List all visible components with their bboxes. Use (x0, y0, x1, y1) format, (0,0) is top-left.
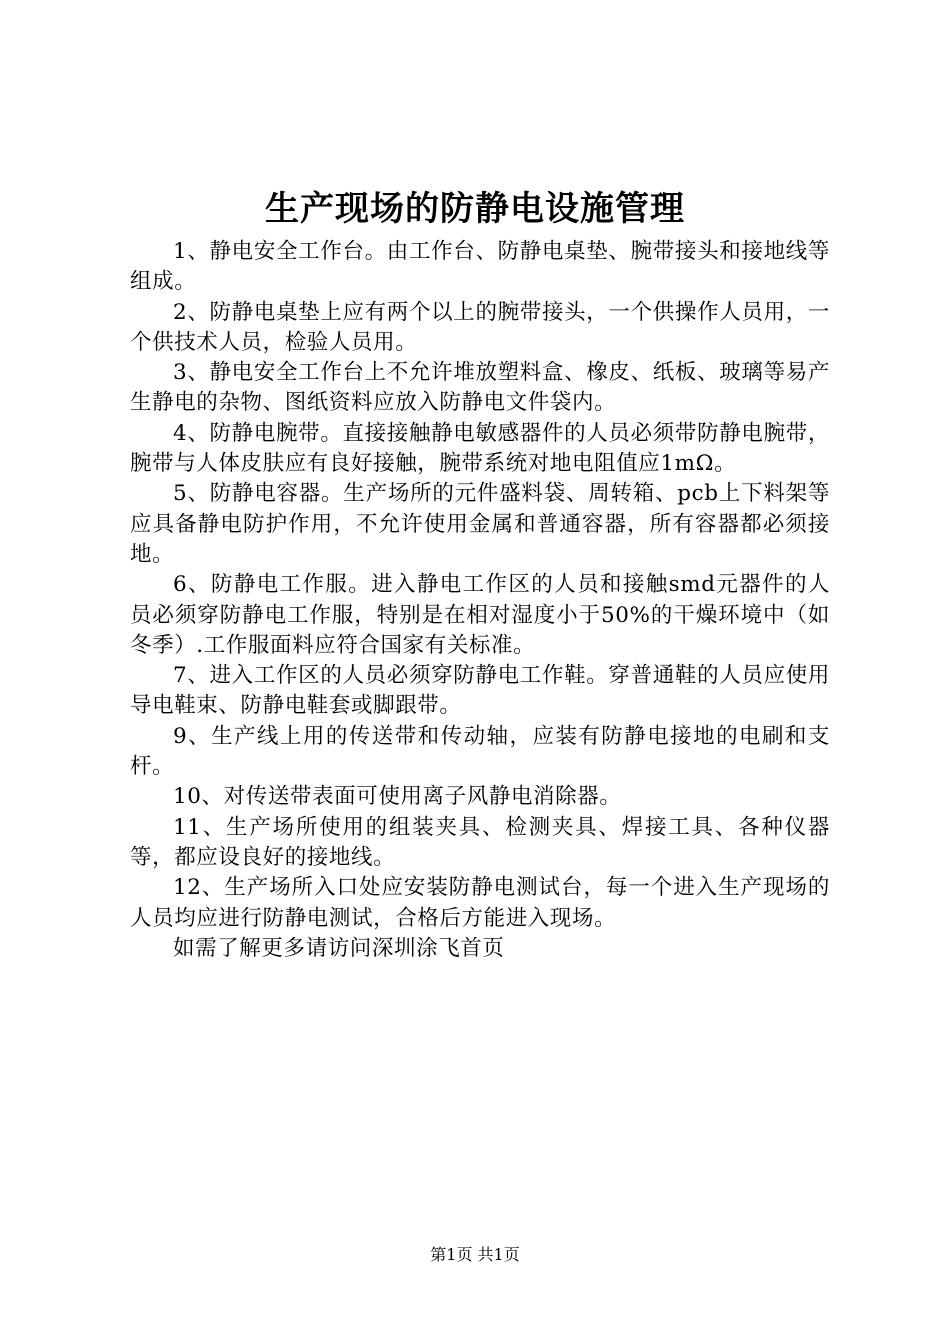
paragraph-5: 5、防静电容器。生产场所的元件盛料袋、周转箱、pcb上下料架等应具备静电防护作用，不允许使用金属和普通容器，所有容器都必须接地。 (130, 481, 830, 567)
paragraph-11: 11、生产场所使用的组装夹具、检测夹具、焊接工具、各种仪器等，都应设良好的接地线。 (130, 814, 830, 870)
paragraph-7: 7、进入工作区的人员必须穿防静电工作鞋。穿普通鞋的人员应使用导电鞋束、防静电鞋套或脚跟带。 (130, 663, 830, 719)
document-body (130, 237, 830, 964)
paragraph-6: 6、防静电工作服。进入静电工作区的人员和接触smd元器件的人员必须穿防静电工作服，特别是在相对湿度小于50%的干燥环境中（如冬季）.工作服面料应符合国家有关标准。 (130, 572, 830, 658)
closing-note: 如需了解更多请访问深圳涂飞首页 (173, 935, 505, 961)
paragraph-1: 1、静电安全工作台。由工作台、防静电桌垫、腕带接头和接地线等组成。 (130, 239, 830, 295)
paragraph-4: 4、防静电腕带。直接接触静电敏感器件的人员必须带防静电腕带，腕带与人体皮肤应有良好接触，腕带系统对地电阻值应1mΩ。 (130, 420, 830, 477)
paragraph-2: 2、防静电桌垫上应有两个以上的腕带接头，一个供操作人员用，一个供技术人员，检验人员用。 (130, 299, 830, 355)
paragraph-10: 10、对传送带表面可使用离子风静电消除器。 (173, 784, 622, 810)
document-title: 生产现场的防静电设施管理 (265, 189, 685, 229)
paragraph-9: 9、生产线上用的传送带和传动轴，应装有防静电接地的电刷和支杆。 (130, 723, 830, 780)
paragraph-12: 12、生产场所入口处应安装防静电测试台，每一个进入生产现场的人员均应进行防静电测试，合格后方能进入现场。 (130, 875, 830, 931)
page-footer: 第1页 共1页 (430, 1245, 520, 1264)
paragraph-3: 3、静电安全工作台上不允许堆放塑料盒、橡皮、纸板、玻璃等易产生静电的杂物、图纸资料应放入防静电文件袋内。 (130, 360, 830, 416)
